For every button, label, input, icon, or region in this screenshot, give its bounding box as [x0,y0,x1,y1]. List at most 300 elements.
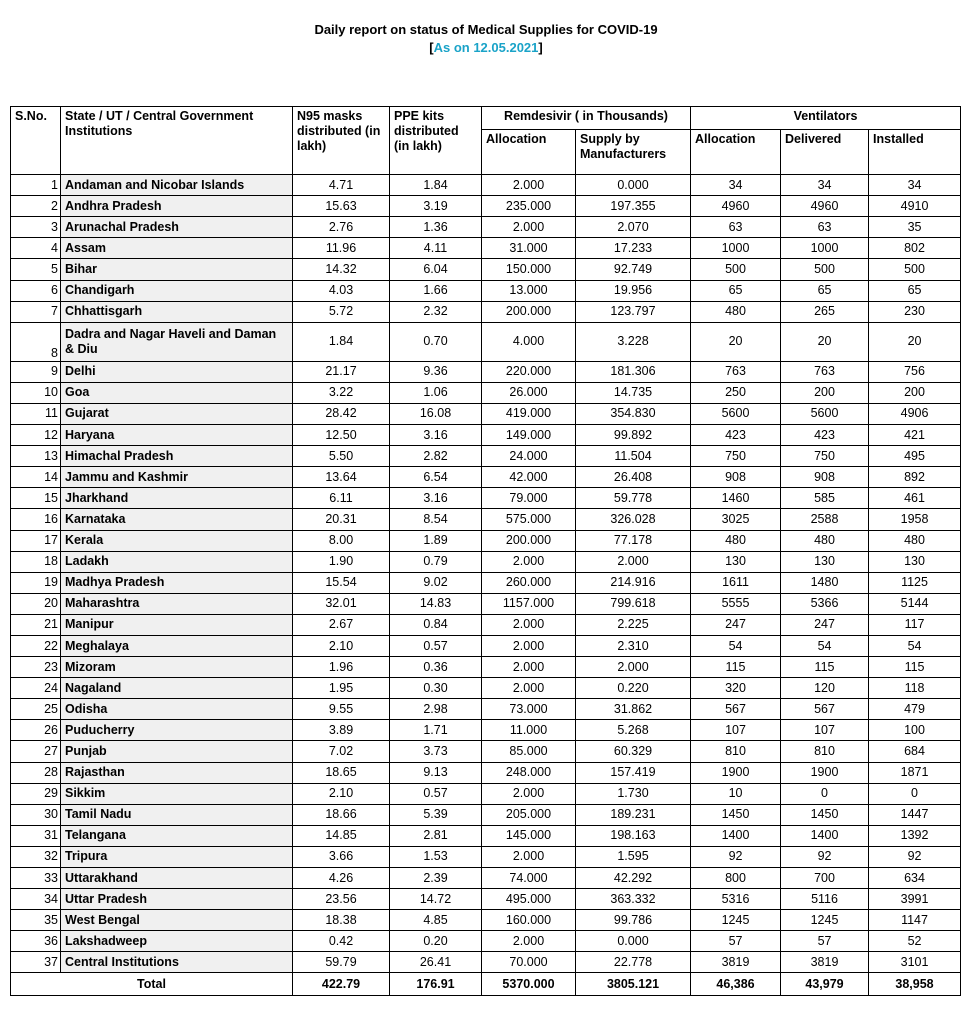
cell-vent-delivered: 20 [781,322,869,361]
cell-sno: 33 [11,868,61,889]
cell-vent-allocation: 810 [691,741,781,762]
cell-rem-allocation: 145.000 [482,825,576,846]
cell-vent-delivered: 567 [781,699,869,720]
cell-sno: 18 [11,551,61,572]
table-row [11,238,961,259]
cell-rem-supply: 14.735 [576,382,691,403]
cell-vent-allocation: 54 [691,635,781,656]
cell-ppe: 9.13 [390,762,482,783]
cell-rem-allocation: 2.000 [482,931,576,952]
cell-sno: 9 [11,361,61,382]
cell-sno: 29 [11,783,61,804]
cell-state: Madhya Pradesh [61,572,293,593]
cell-rem-supply: 0.220 [576,678,691,699]
cell-ppe: 2.39 [390,868,482,889]
cell-vent-installed: 461 [869,488,961,509]
cell-state: West Bengal [61,910,293,931]
cell-vent-allocation: 4960 [691,196,781,217]
cell-vent-allocation: 1611 [691,572,781,593]
cell-state: Rajasthan [61,762,293,783]
cell-vent-delivered: 0 [781,783,869,804]
cell-state: Punjab [61,741,293,762]
cell-rem-supply: 77.178 [576,530,691,551]
table-row [11,551,961,572]
cell-rem-allocation: 200.000 [482,530,576,551]
cell-vent-installed: 130 [869,551,961,572]
cell-n95: 8.00 [293,530,390,551]
cell-rem-supply: 59.778 [576,488,691,509]
cell-vent-installed: 634 [869,868,961,889]
cell-n95: 4.71 [293,175,390,196]
cell-rem-allocation: 2.000 [482,783,576,804]
cell-rem-allocation: 2.000 [482,614,576,635]
cell-rem-supply: 157.419 [576,762,691,783]
cell-rem-supply: 17.233 [576,238,691,259]
cell-vent-delivered: 200 [781,382,869,403]
cell-vent-delivered: 115 [781,657,869,678]
cell-vent-delivered: 1900 [781,762,869,783]
cell-vent-delivered: 423 [781,425,869,446]
cell-rem-allocation: 160.000 [482,910,576,931]
cell-vent-delivered: 700 [781,868,869,889]
cell-vent-allocation: 1460 [691,488,781,509]
cell-vent-delivered: 750 [781,446,869,467]
cell-vent-allocation: 107 [691,720,781,741]
cell-rem-allocation: 248.000 [482,762,576,783]
total-rem-allocation: 5370.000 [482,973,576,996]
cell-vent-delivered: 120 [781,678,869,699]
cell-rem-allocation: 24.000 [482,446,576,467]
cell-vent-allocation: 34 [691,175,781,196]
table-row [11,783,961,804]
cell-vent-allocation: 1245 [691,910,781,931]
cell-vent-installed: 117 [869,614,961,635]
cell-rem-supply: 42.292 [576,868,691,889]
cell-vent-delivered: 908 [781,467,869,488]
cell-state: Andaman and Nicobar Islands [61,175,293,196]
cell-vent-installed: 421 [869,425,961,446]
report-title: Daily report on status of Medical Supplies for COVID-19 [314,22,658,37]
cell-vent-allocation: 20 [691,322,781,361]
cell-rem-supply: 3.228 [576,322,691,361]
cell-rem-supply: 31.862 [576,699,691,720]
cell-n95: 2.10 [293,635,390,656]
cell-sno: 4 [11,238,61,259]
cell-ppe: 1.71 [390,720,482,741]
cell-vent-allocation: 763 [691,361,781,382]
cell-vent-installed: 5144 [869,593,961,614]
cell-rem-allocation: 149.000 [482,425,576,446]
cell-vent-installed: 756 [869,361,961,382]
cell-sno: 35 [11,910,61,931]
cell-vent-delivered: 107 [781,720,869,741]
cell-ppe: 1.84 [390,175,482,196]
cell-state: Goa [61,382,293,403]
cell-sno: 23 [11,657,61,678]
cell-state: Central Institutions [61,952,293,973]
cell-vent-delivered: 63 [781,217,869,238]
header-sno: S.No. [11,107,61,175]
header-row-top [11,107,961,130]
cell-ppe: 3.19 [390,196,482,217]
cell-ppe: 0.20 [390,931,482,952]
cell-rem-allocation: 2.000 [482,635,576,656]
cell-rem-allocation: 260.000 [482,572,576,593]
total-vent-allocation: 46,386 [691,973,781,996]
cell-n95: 5.72 [293,301,390,322]
cell-n95: 23.56 [293,889,390,910]
cell-vent-allocation: 3819 [691,952,781,973]
cell-n95: 4.03 [293,280,390,301]
cell-vent-allocation: 480 [691,301,781,322]
table-row [11,509,961,530]
cell-ppe: 16.08 [390,403,482,424]
cell-ppe: 4.11 [390,238,482,259]
cell-rem-allocation: 2.000 [482,846,576,867]
cell-sno: 27 [11,741,61,762]
total-ppe: 176.91 [390,973,482,996]
header-n95: N95 masks distributed (in lakh) [293,107,390,175]
cell-n95: 20.31 [293,509,390,530]
table-row [11,382,961,403]
cell-vent-allocation: 5316 [691,889,781,910]
total-n95: 422.79 [293,973,390,996]
cell-vent-allocation: 423 [691,425,781,446]
cell-rem-allocation: 4.000 [482,322,576,361]
cell-vent-delivered: 247 [781,614,869,635]
total-vent-installed: 38,958 [869,973,961,996]
table-row [11,846,961,867]
cell-ppe: 3.73 [390,741,482,762]
table-row [11,657,961,678]
cell-rem-allocation: 2.000 [482,175,576,196]
cell-rem-allocation: 42.000 [482,467,576,488]
cell-state: Dadra and Nagar Haveli and Daman & Diu [61,322,293,361]
table-row [11,467,961,488]
cell-vent-delivered: 1450 [781,804,869,825]
table-row [11,614,961,635]
cell-vent-allocation: 480 [691,530,781,551]
cell-vent-allocation: 10 [691,783,781,804]
cell-state: Andhra Pradesh [61,196,293,217]
cell-vent-delivered: 763 [781,361,869,382]
cell-state: Puducherry [61,720,293,741]
cell-sno: 6 [11,280,61,301]
cell-state: Maharashtra [61,593,293,614]
cell-vent-installed: 3101 [869,952,961,973]
cell-state: Uttarakhand [61,868,293,889]
cell-sno: 36 [11,931,61,952]
cell-n95: 3.22 [293,382,390,403]
cell-rem-supply: 2.225 [576,614,691,635]
table-row [11,301,961,322]
cell-ppe: 6.04 [390,259,482,280]
subtitle-bracket-open: [ [429,40,434,55]
cell-ppe: 1.66 [390,280,482,301]
cell-n95: 1.96 [293,657,390,678]
cell-n95: 6.11 [293,488,390,509]
cell-vent-delivered: 65 [781,280,869,301]
cell-ppe: 2.82 [390,446,482,467]
table-row [11,720,961,741]
cell-state: Meghalaya [61,635,293,656]
cell-vent-delivered: 5600 [781,403,869,424]
cell-vent-delivered: 2588 [781,509,869,530]
cell-rem-supply: 197.355 [576,196,691,217]
table-row [11,322,961,361]
cell-sno: 11 [11,403,61,424]
cell-sno: 12 [11,425,61,446]
cell-rem-supply: 19.956 [576,280,691,301]
cell-vent-installed: 1125 [869,572,961,593]
cell-ppe: 0.79 [390,551,482,572]
cell-sno: 2 [11,196,61,217]
table-row [11,910,961,931]
cell-ppe: 3.16 [390,488,482,509]
table-row [11,572,961,593]
cell-rem-allocation: 74.000 [482,868,576,889]
cell-vent-allocation: 750 [691,446,781,467]
table-row [11,868,961,889]
cell-rem-supply: 181.306 [576,361,691,382]
cell-vent-allocation: 1450 [691,804,781,825]
cell-vent-installed: 92 [869,846,961,867]
cell-n95: 9.55 [293,699,390,720]
total-label: Total [11,973,293,996]
table-row [11,804,961,825]
cell-sno: 34 [11,889,61,910]
cell-state: Tamil Nadu [61,804,293,825]
header-remdesivir: Remdesivir ( in Thousands) [482,107,691,130]
cell-sno: 7 [11,301,61,322]
cell-n95: 13.64 [293,467,390,488]
cell-rem-allocation: 1157.000 [482,593,576,614]
cell-vent-delivered: 4960 [781,196,869,217]
header-state: State / UT / Central Government Institutions [61,107,293,175]
cell-n95: 1.90 [293,551,390,572]
cell-rem-supply: 0.000 [576,175,691,196]
cell-vent-delivered: 92 [781,846,869,867]
cell-ppe: 1.06 [390,382,482,403]
table-row [11,361,961,382]
cell-rem-allocation: 2.000 [482,217,576,238]
cell-rem-supply: 2.070 [576,217,691,238]
cell-rem-supply: 1.730 [576,783,691,804]
cell-state: Delhi [61,361,293,382]
cell-vent-installed: 34 [869,175,961,196]
cell-rem-allocation: 2.000 [482,678,576,699]
cell-vent-allocation: 247 [691,614,781,635]
cell-sno: 32 [11,846,61,867]
cell-vent-installed: 892 [869,467,961,488]
table-row [11,762,961,783]
table-row [11,678,961,699]
cell-n95: 11.96 [293,238,390,259]
cell-vent-installed: 20 [869,322,961,361]
cell-rem-supply: 22.778 [576,952,691,973]
cell-vent-delivered: 5366 [781,593,869,614]
cell-rem-allocation: 205.000 [482,804,576,825]
cell-vent-installed: 4910 [869,196,961,217]
cell-vent-allocation: 5600 [691,403,781,424]
cell-rem-supply: 99.786 [576,910,691,931]
cell-rem-allocation: 575.000 [482,509,576,530]
cell-vent-installed: 200 [869,382,961,403]
cell-rem-supply: 11.504 [576,446,691,467]
cell-rem-allocation: 150.000 [482,259,576,280]
cell-rem-allocation: 220.000 [482,361,576,382]
cell-state: Mizoram [61,657,293,678]
cell-rem-allocation: 79.000 [482,488,576,509]
cell-ppe: 2.81 [390,825,482,846]
cell-n95: 14.32 [293,259,390,280]
cell-vent-installed: 480 [869,530,961,551]
cell-n95: 15.54 [293,572,390,593]
cell-state: Tripura [61,846,293,867]
table-row [11,741,961,762]
cell-rem-supply: 60.329 [576,741,691,762]
subtitle-bracket-close: ] [538,40,543,55]
table-row [11,259,961,280]
cell-sno: 19 [11,572,61,593]
cell-vent-allocation: 250 [691,382,781,403]
header-vent-allocation: Allocation [691,130,781,175]
table-row [11,699,961,720]
header-vent-delivered: Delivered [781,130,869,175]
cell-rem-supply: 123.797 [576,301,691,322]
cell-vent-installed: 684 [869,741,961,762]
table-row [11,403,961,424]
cell-sno: 21 [11,614,61,635]
cell-state: Himachal Pradesh [61,446,293,467]
cell-sno: 13 [11,446,61,467]
cell-vent-installed: 115 [869,657,961,678]
cell-n95: 15.63 [293,196,390,217]
cell-vent-delivered: 1000 [781,238,869,259]
cell-vent-installed: 500 [869,259,961,280]
cell-vent-delivered: 810 [781,741,869,762]
cell-rem-supply: 26.408 [576,467,691,488]
report-subtitle [0,40,972,55]
cell-sno: 24 [11,678,61,699]
cell-vent-installed: 35 [869,217,961,238]
cell-sno: 30 [11,804,61,825]
cell-n95: 21.17 [293,361,390,382]
cell-sno: 5 [11,259,61,280]
cell-sno: 25 [11,699,61,720]
cell-n95: 2.76 [293,217,390,238]
cell-ppe: 6.54 [390,467,482,488]
table-row [11,952,961,973]
cell-rem-allocation: 73.000 [482,699,576,720]
cell-vent-installed: 1958 [869,509,961,530]
cell-vent-installed: 1392 [869,825,961,846]
cell-ppe: 14.72 [390,889,482,910]
cell-sno: 20 [11,593,61,614]
cell-n95: 28.42 [293,403,390,424]
cell-vent-delivered: 265 [781,301,869,322]
cell-vent-delivered: 54 [781,635,869,656]
header-ppe: PPE kits distributed (in lakh) [390,107,482,175]
cell-ppe: 9.36 [390,361,482,382]
cell-n95: 2.10 [293,783,390,804]
cell-vent-installed: 100 [869,720,961,741]
cell-ppe: 0.57 [390,783,482,804]
cell-vent-allocation: 1400 [691,825,781,846]
cell-n95: 1.95 [293,678,390,699]
cell-vent-delivered: 5116 [781,889,869,910]
cell-rem-supply: 0.000 [576,931,691,952]
table-row [11,217,961,238]
cell-vent-installed: 0 [869,783,961,804]
cell-n95: 3.66 [293,846,390,867]
cell-vent-delivered: 57 [781,931,869,952]
table-body [11,175,961,973]
cell-sno: 15 [11,488,61,509]
cell-vent-allocation: 63 [691,217,781,238]
cell-rem-supply: 2.000 [576,551,691,572]
cell-vent-installed: 54 [869,635,961,656]
cell-state: Manipur [61,614,293,635]
cell-vent-allocation: 65 [691,280,781,301]
cell-ppe: 0.57 [390,635,482,656]
cell-vent-allocation: 320 [691,678,781,699]
cell-rem-allocation: 2.000 [482,657,576,678]
cell-rem-supply: 5.268 [576,720,691,741]
cell-rem-allocation: 419.000 [482,403,576,424]
cell-n95: 18.38 [293,910,390,931]
header-vent-installed: Installed [869,130,961,175]
cell-vent-allocation: 1000 [691,238,781,259]
cell-state: Kerala [61,530,293,551]
cell-rem-allocation: 31.000 [482,238,576,259]
cell-state: Chandigarh [61,280,293,301]
table-row [11,175,961,196]
cell-rem-supply: 99.892 [576,425,691,446]
cell-state: Karnataka [61,509,293,530]
cell-vent-installed: 1871 [869,762,961,783]
cell-state: Chhattisgarh [61,301,293,322]
cell-vent-allocation: 908 [691,467,781,488]
cell-sno: 16 [11,509,61,530]
cell-n95: 18.66 [293,804,390,825]
cell-sno: 3 [11,217,61,238]
cell-sno: 8 [11,322,61,361]
cell-sno: 10 [11,382,61,403]
cell-ppe: 1.36 [390,217,482,238]
table-row [11,488,961,509]
cell-n95: 0.42 [293,931,390,952]
cell-vent-installed: 4906 [869,403,961,424]
cell-ppe: 2.98 [390,699,482,720]
cell-n95: 7.02 [293,741,390,762]
cell-n95: 4.26 [293,868,390,889]
cell-vent-installed: 52 [869,931,961,952]
cell-ppe: 0.84 [390,614,482,635]
cell-rem-supply: 189.231 [576,804,691,825]
cell-rem-supply: 2.000 [576,657,691,678]
cell-ppe: 9.02 [390,572,482,593]
header-rem-allocation: Allocation [482,130,576,175]
cell-sno: 22 [11,635,61,656]
cell-state: Arunachal Pradesh [61,217,293,238]
cell-rem-allocation: 13.000 [482,280,576,301]
cell-ppe: 5.39 [390,804,482,825]
cell-ppe: 26.41 [390,952,482,973]
cell-n95: 12.50 [293,425,390,446]
cell-vent-allocation: 115 [691,657,781,678]
cell-vent-installed: 479 [869,699,961,720]
